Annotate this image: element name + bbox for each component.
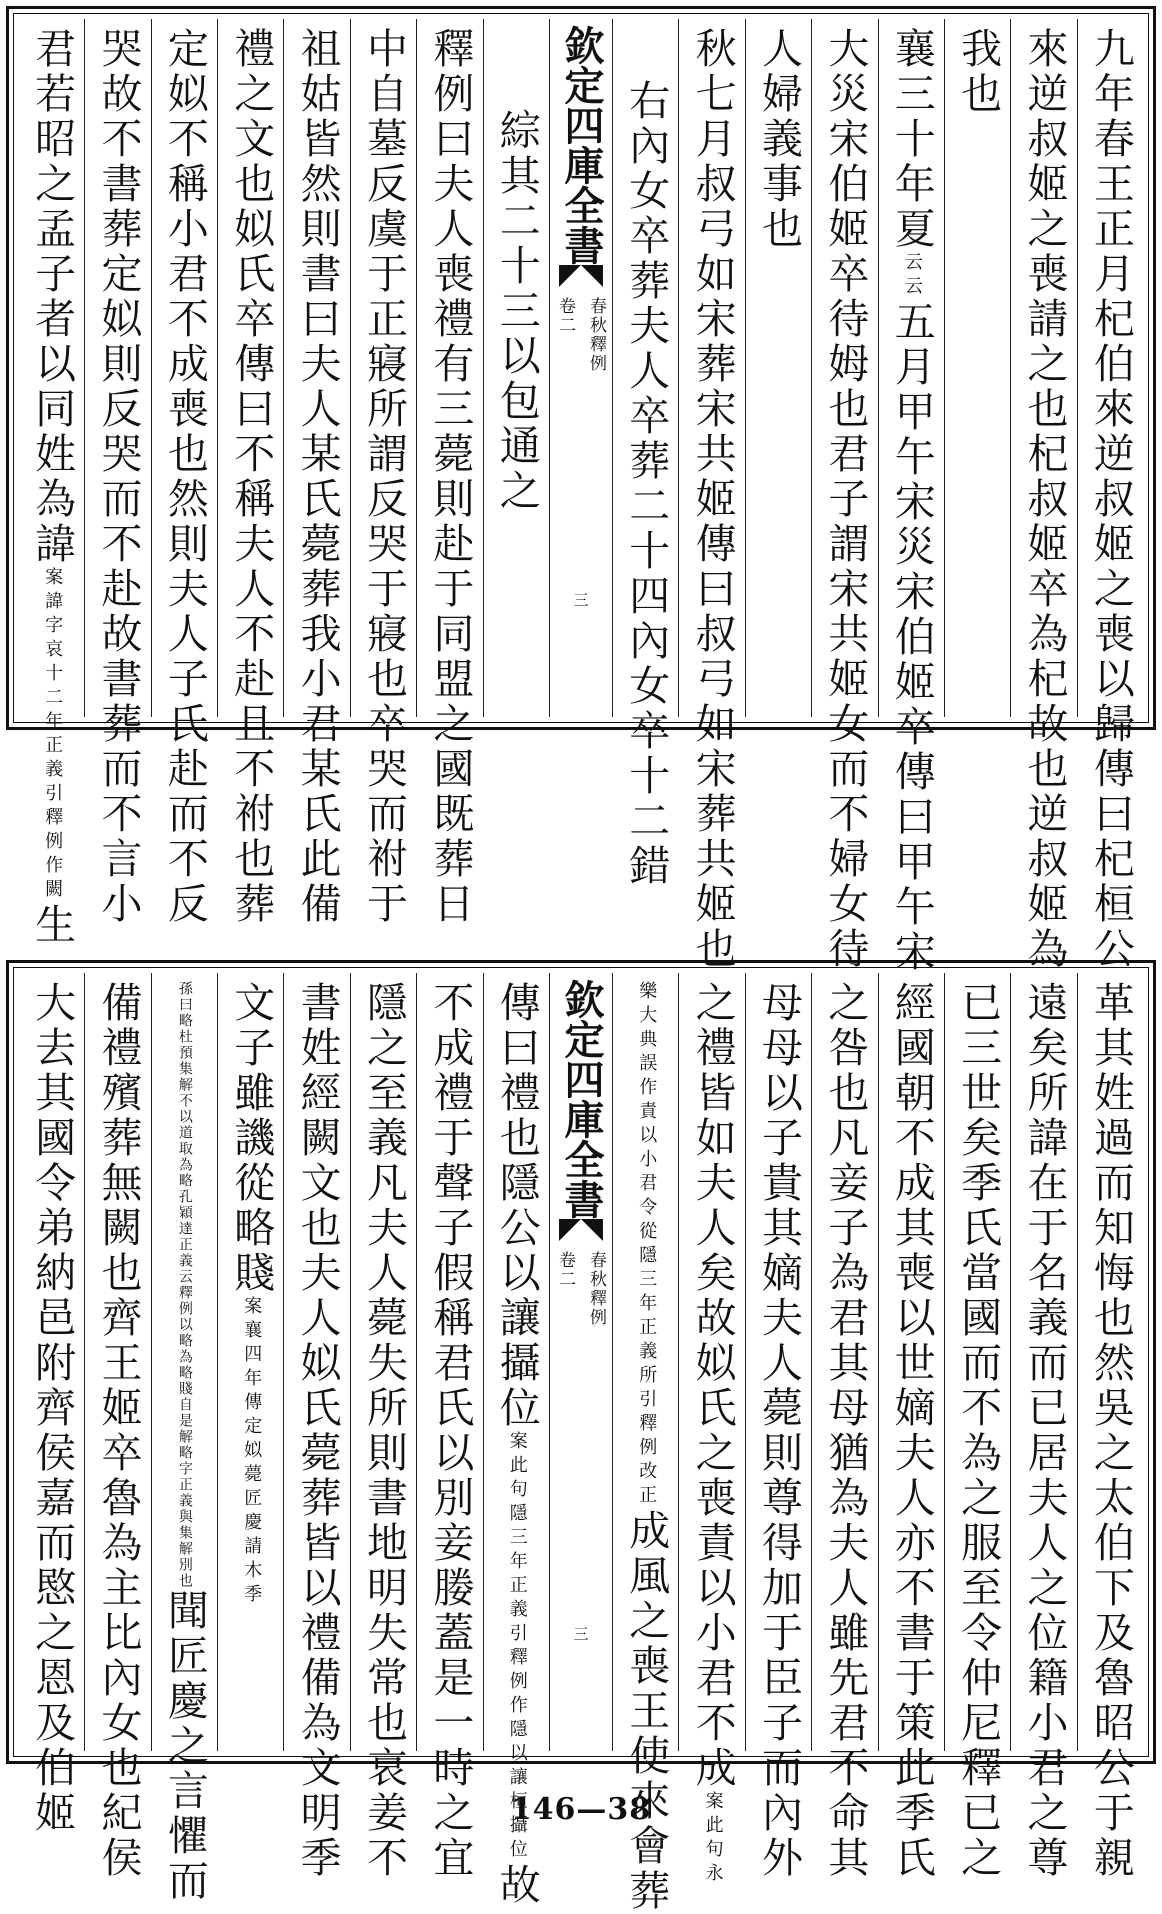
text-column	[416, 973, 482, 1881]
center-fold	[549, 19, 612, 717]
text-column	[811, 19, 877, 972]
column-text: 經國朝不成其喪以世嫡夫人亦不書于策此季氏	[887, 981, 936, 1881]
page-number: 146—38	[510, 1792, 652, 1827]
text-column	[1010, 973, 1076, 1881]
column-text-part: 文子雖譏從略賤	[227, 981, 276, 1296]
column-text: 不成禮于聲子假稱君氏以別妾媵蓋是一時之宜	[426, 981, 475, 1881]
column-text: 書姓經闕文也夫人姒氏薨葬皆以禮備為文明季	[293, 981, 342, 1881]
column-text	[887, 19, 936, 975]
top-page	[6, 6, 1156, 975]
column-text	[160, 973, 209, 1904]
text-column	[19, 973, 84, 1836]
annotation: 孫曰略杜預集解不以道取為略孔穎達正義云釋例以略為略賤自是解略字正義與集解別也	[176, 981, 193, 1589]
folio-number: 三	[571, 592, 590, 607]
column-text-part: 故	[492, 1863, 541, 1908]
top-page-columns	[19, 19, 1143, 975]
column-text: 人婦義事也	[754, 27, 803, 252]
text-column	[350, 19, 416, 927]
text-column	[84, 19, 150, 927]
column-text	[622, 973, 671, 1914]
column-text-part: 生	[28, 903, 77, 948]
text-column	[944, 973, 1010, 1881]
text-column	[745, 19, 811, 717]
volume-label: 卷二	[554, 1251, 575, 1289]
column-text: 右內女卒葬夫人卒葬二十四內女卒十二錯	[622, 79, 671, 889]
column-text: 我也	[954, 27, 1003, 117]
column-text	[28, 19, 77, 948]
column-text: 禮之文也姒氏卒傳曰不稱夫人不赴且不祔也葬	[227, 27, 276, 927]
book-subtitle: 春秋釋例	[585, 297, 606, 373]
text-column	[283, 973, 349, 1881]
text-column	[217, 19, 283, 927]
column-text: 哭故不書葬定姒則反哭而不赴故書葬而不言小	[94, 27, 143, 927]
text-column	[878, 973, 944, 1881]
center-fold	[549, 973, 612, 1751]
column-text: 大去其國令弟納邑附齊侯嘉而愍之恩及伯姬	[28, 981, 77, 1836]
column-text: 來逆叔姬之喪請之也杞叔姬卒為杞故也逆叔姬為	[1020, 27, 1069, 972]
column-text-part: 五月甲午宋災宋伯姬卒傳曰甲午宋	[887, 300, 936, 975]
column-text: 綜其二十三以包通之	[492, 109, 541, 514]
book-subtitle: 春秋釋例	[585, 1251, 606, 1327]
column-text	[688, 973, 737, 1887]
text-column	[678, 19, 744, 972]
column-text-part: 傳曰禮也隱公以讓攝位	[492, 981, 541, 1431]
column-text: 釋例曰夫人喪禮有三薨則赴于同盟之國既葬日	[426, 27, 475, 927]
annotation: 樂大典誤作責以小君令從隱三年正義所引釋例改正	[636, 981, 658, 1509]
column-text: 備禮殯葬無闕也齊王姬卒魯為主比內女也紀侯	[94, 981, 143, 1881]
text-column	[217, 973, 283, 1751]
text-column	[84, 973, 150, 1881]
column-text-part: 成風之喪王使來會葬	[622, 1509, 671, 1914]
text-column	[1077, 973, 1143, 1881]
text-column	[151, 19, 217, 927]
text-column	[612, 19, 678, 889]
column-text: 隱之至義凡夫人薨失所則書地明失常也哀姜不	[359, 981, 408, 1881]
text-column	[483, 973, 549, 1908]
text-column	[678, 973, 744, 1887]
text-column	[19, 19, 84, 948]
column-text-part: 聞匠慶之言懼而	[160, 1589, 209, 1904]
annotation: 案此句永	[702, 1791, 724, 1887]
annotation: 案襄四年傳定姒薨匠慶請木季	[241, 1296, 263, 1608]
text-column	[151, 973, 217, 1904]
column-text	[492, 973, 541, 1908]
text-column	[745, 973, 811, 1881]
column-text-part: 襄三十年夏	[887, 27, 936, 252]
column-text: 之咎也凡妾子為君其母猶為夫人雖先君不命其	[821, 981, 870, 1881]
column-text-part: 之禮皆如夫人矣故姒氏之喪責以小君不成	[688, 981, 737, 1791]
column-text	[227, 973, 276, 1751]
column-text: 大災宋伯姬卒待姆也君子謂宋共姬女而不婦女待	[821, 27, 870, 972]
folio-number: 三	[571, 1626, 590, 1641]
text-column	[944, 19, 1010, 717]
text-column	[283, 19, 349, 927]
text-column	[483, 19, 549, 717]
column-text: 革其姓過而知悔也然吳之太伯下及魯昭公于親	[1086, 981, 1135, 1881]
column-text: 母母以子貴其嫡夫人薨則尊得加于臣子而內外	[754, 981, 803, 1881]
column-text: 中自墓反虞于正寢所謂反哭于寢也卒哭而祔于	[359, 27, 408, 927]
text-column	[612, 973, 678, 1914]
fishtail-mark	[559, 1219, 603, 1241]
annotation: 案諱字哀十二年正義引釋例作闕	[42, 567, 64, 903]
text-column	[878, 19, 944, 975]
text-column	[811, 973, 877, 1881]
column-text-part: 君若昭之孟子者以同姓為諱	[28, 27, 77, 567]
column-text: 遠矣所諱在于名義而已居夫人之位籍小君之尊	[1020, 981, 1069, 1881]
column-text: 已三世矣季氏當國而不為之服至令仲尼釋已之	[954, 981, 1003, 1881]
column-text: 秋七月叔弓如宋葬宋共姬傳曰叔弓如宋葬共姬也	[688, 27, 737, 972]
text-column	[350, 973, 416, 1881]
fishtail-mark	[559, 265, 603, 287]
annotation: 案此句隱三年正義引釋例作隱以讓桓攝位	[506, 1431, 528, 1863]
text-column	[416, 19, 482, 927]
column-text: 定姒不稱小君不成喪也然則夫人子氏赴而不反	[160, 27, 209, 927]
book-title: 欽定四庫全書	[557, 979, 605, 1219]
column-text: 祖姑皆然則書曰夫人某氏薨葬我小君某氏此備	[293, 27, 342, 927]
annotation: 云云	[901, 252, 923, 300]
column-text: 九年春王正月杞伯來逆叔姬之喪以歸傳曰杞桓公	[1086, 27, 1135, 972]
book-title: 欽定四庫全書	[557, 25, 605, 265]
text-column	[1010, 19, 1076, 972]
volume-label: 卷二	[554, 297, 575, 335]
text-column	[1077, 19, 1143, 972]
